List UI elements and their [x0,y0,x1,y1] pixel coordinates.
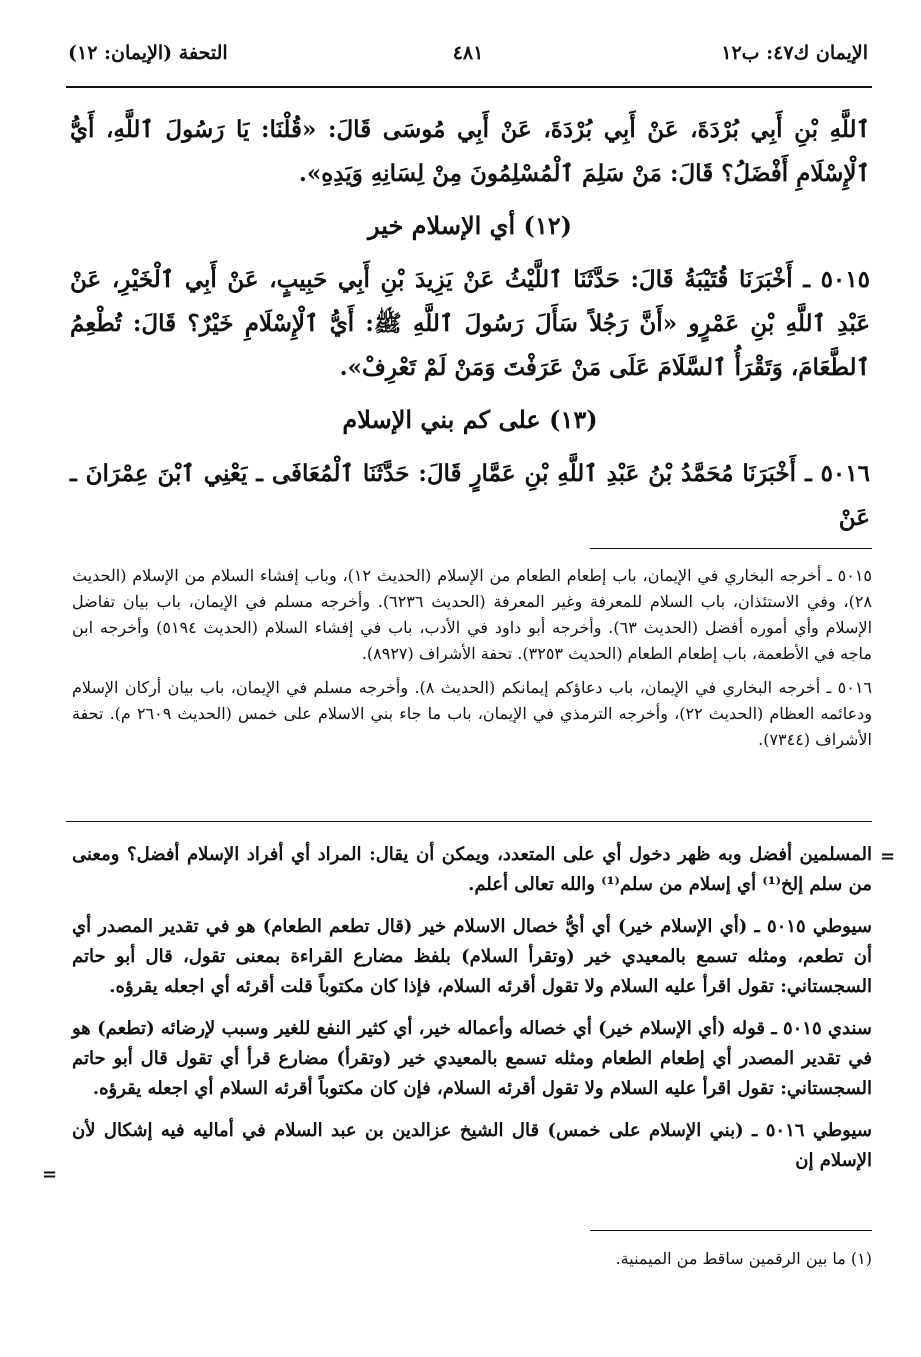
continuation-mark-bottom: = [42,1164,58,1185]
takhrij-divider [590,548,872,549]
takhrij-note-5016: ٥٠١٦ ـ أخرجه البخاري في الإيمان، باب دعاؤكم إيمانكم (الحديث ٨). وأخرجه مسلم في الإيمان، باب بيان أركان الإسلام ودعائمه العظام (الحديث ٢٢)، وأخرجه الترمذي في الإيمان، باب ما جاء بني الاسلام على خمس (الحديث ٢٦٠٩ م). تحفة الأشراف (٧٣٤٤). [72,678,872,749]
commentary-continuation: المسلمين أفضل وبه ظهر دخول أي على المتعدد، ويمكن أن يقال: المراد أي أفراد الإسلام أفضل؟ ومعنى من سلم إلخ⁽¹⁾ أي إسلام من سلم⁽¹⁾ والله تعالى أعلم. [72,844,872,895]
running-header [68,42,868,76]
page-number: ٤٨١ [452,42,484,64]
main-paragraph-continuation: ٱللَّهِ بْنِ أَبِي بُرْدَةَ، عَنْ أَبِي بُرْدَةَ، عَنْ أَبِي مُوسَى قَالَ: «قُلْنَا: يَا رَسُولَ ٱللَّهِ، أَيُّ ٱلْإِسْلَامِ أَفْضَلُ؟ قَالَ: مَنْ سَلِمَ ٱلْمُسْلِمُونَ مِنْ لِسَانِهِ وَيَدِهِ». [70,116,870,187]
commentary-sindi-5015: سندي ٥٠١٥ ـ قوله (أي الإسلام خير) أي خصاله وأعماله خير، أي كثير النفع للغير وسبب لإرضائه (تطعم) هو في تقدير المصدر أي إطعام الطعام ومثله تسمع بالمعيدي خير (وتقرأ) مضارع قرأ أي تقول قال أبو حاتم السجستاني: تقول اقرأ عليه السلام ولا تقول أقرئه السلام، فإن كان مكتوباً أقرئه السلام أي اجعله يقرؤه. [72,1018,872,1099]
main-text [70,108,870,540]
footnote-divider [590,1230,872,1231]
header-chapter-reference: الإيمان ك٤٧: ب١٢ [721,42,868,64]
chapter-heading-13: (١٣) على كم بني الإسلام [342,405,598,434]
takhrij-notes [72,563,872,761]
takhrij-note-5015: ٥٠١٥ ـ أخرجه البخاري في الإيمان، باب إطعام الطعام من الإسلام (الحديث ١٢)، وباب إفشاء السلام من الإسلام (الحديث ٢٨)، وفي الاستئذان، باب السلام للمعرفة وغير المعرفة (الحديث ٦٢٣٦). وأخرجه مسلم في الإيمان، باب بيان تفاضل الإسلام وأي أموره أفضل (الحديث ٦٣). وأخرجه أبو داود في الأدب، باب في إفشاء السلام (الحديث ٥١٩٤) وأخرجه ابن ماجه في الأطعمة، باب إطعام الطعام (الحديث ٣٢٥٣). تحفة الأشراف (٨٩٢٧). [72,566,873,663]
commentary-suyuti-5015: سيوطي ٥٠١٥ ـ (أي الإسلام خير) أي أيُّ خصال الاسلام خير (قال تطعم الطعام) هو في تقدير المصدر أي أن تطعم، ومثله تسمع بالمعيدي خير (وتقرأ السلام) بلفظ مضارع القراءة بمعنى تقول، قال أبو حاتم السجستاني: تقول اقرأ عليه السلام ولا تقول أقرئه السلام، فإذا كان مكتوباً قلت أقرئه أي اجعله يقرؤه. [72,916,872,997]
continuation-mark-top: = [880,846,896,867]
hadith-5015: ٥٠١٥ ـ أَخْبَرَنَا قُتَيْبَةُ قَالَ: حَدَّثَنَا ٱللَّيْثُ عَنْ يَزِيدَ بْنِ أَبِي حَبِيبٍ، عَنْ أَبِي ٱلْخَيْرِ، عَنْ عَبْدِ ٱللَّهِ بْنِ عَمْرٍو «أَنَّ رَجُلاً سَأَلَ رَسُولَ ٱللَّهِ ﷺ: أَيُّ ٱلْإِسْلَامِ خَيْرٌ؟ قَالَ: تُطْعِمُ ٱلطَّعَامَ، وَتَقْرَأُ ٱلسَّلَامَ عَلَى مَنْ عَرَفْتَ وَمَنْ لَمْ تَعْرِفْ». [70,266,870,381]
chapter-heading-12: (١٢) أي الإسلام خير [368,211,572,240]
commentary-divider [66,821,872,822]
header-divider [66,86,872,88]
footnote: (١) ما بين الرقمين ساقط من الميمنية. [615,1249,872,1268]
commentary-suyuti-5016: سيوطي ٥٠١٦ ـ (بني الإسلام على خمس) قال الشيخ عزالدين بن عبد السلام في أماليه فيه إشكال لأن الإسلام إن [72,1120,872,1171]
commentary [72,840,872,1188]
hadith-5016: ٥٠١٦ ـ أَخْبَرَنَا مُحَمَّدُ بْنُ عَبْدِ ٱللَّهِ بْنِ عَمَّارٍ قَالَ: حَدَّثَنَا ٱلْمُعَافَى ـ يَعْنِي ٱبْنَ عِمْرَانَ ـ عَنْ [70,460,870,531]
header-tuhfa-reference: التحفة (الإيمان: ١٢) [68,42,228,64]
